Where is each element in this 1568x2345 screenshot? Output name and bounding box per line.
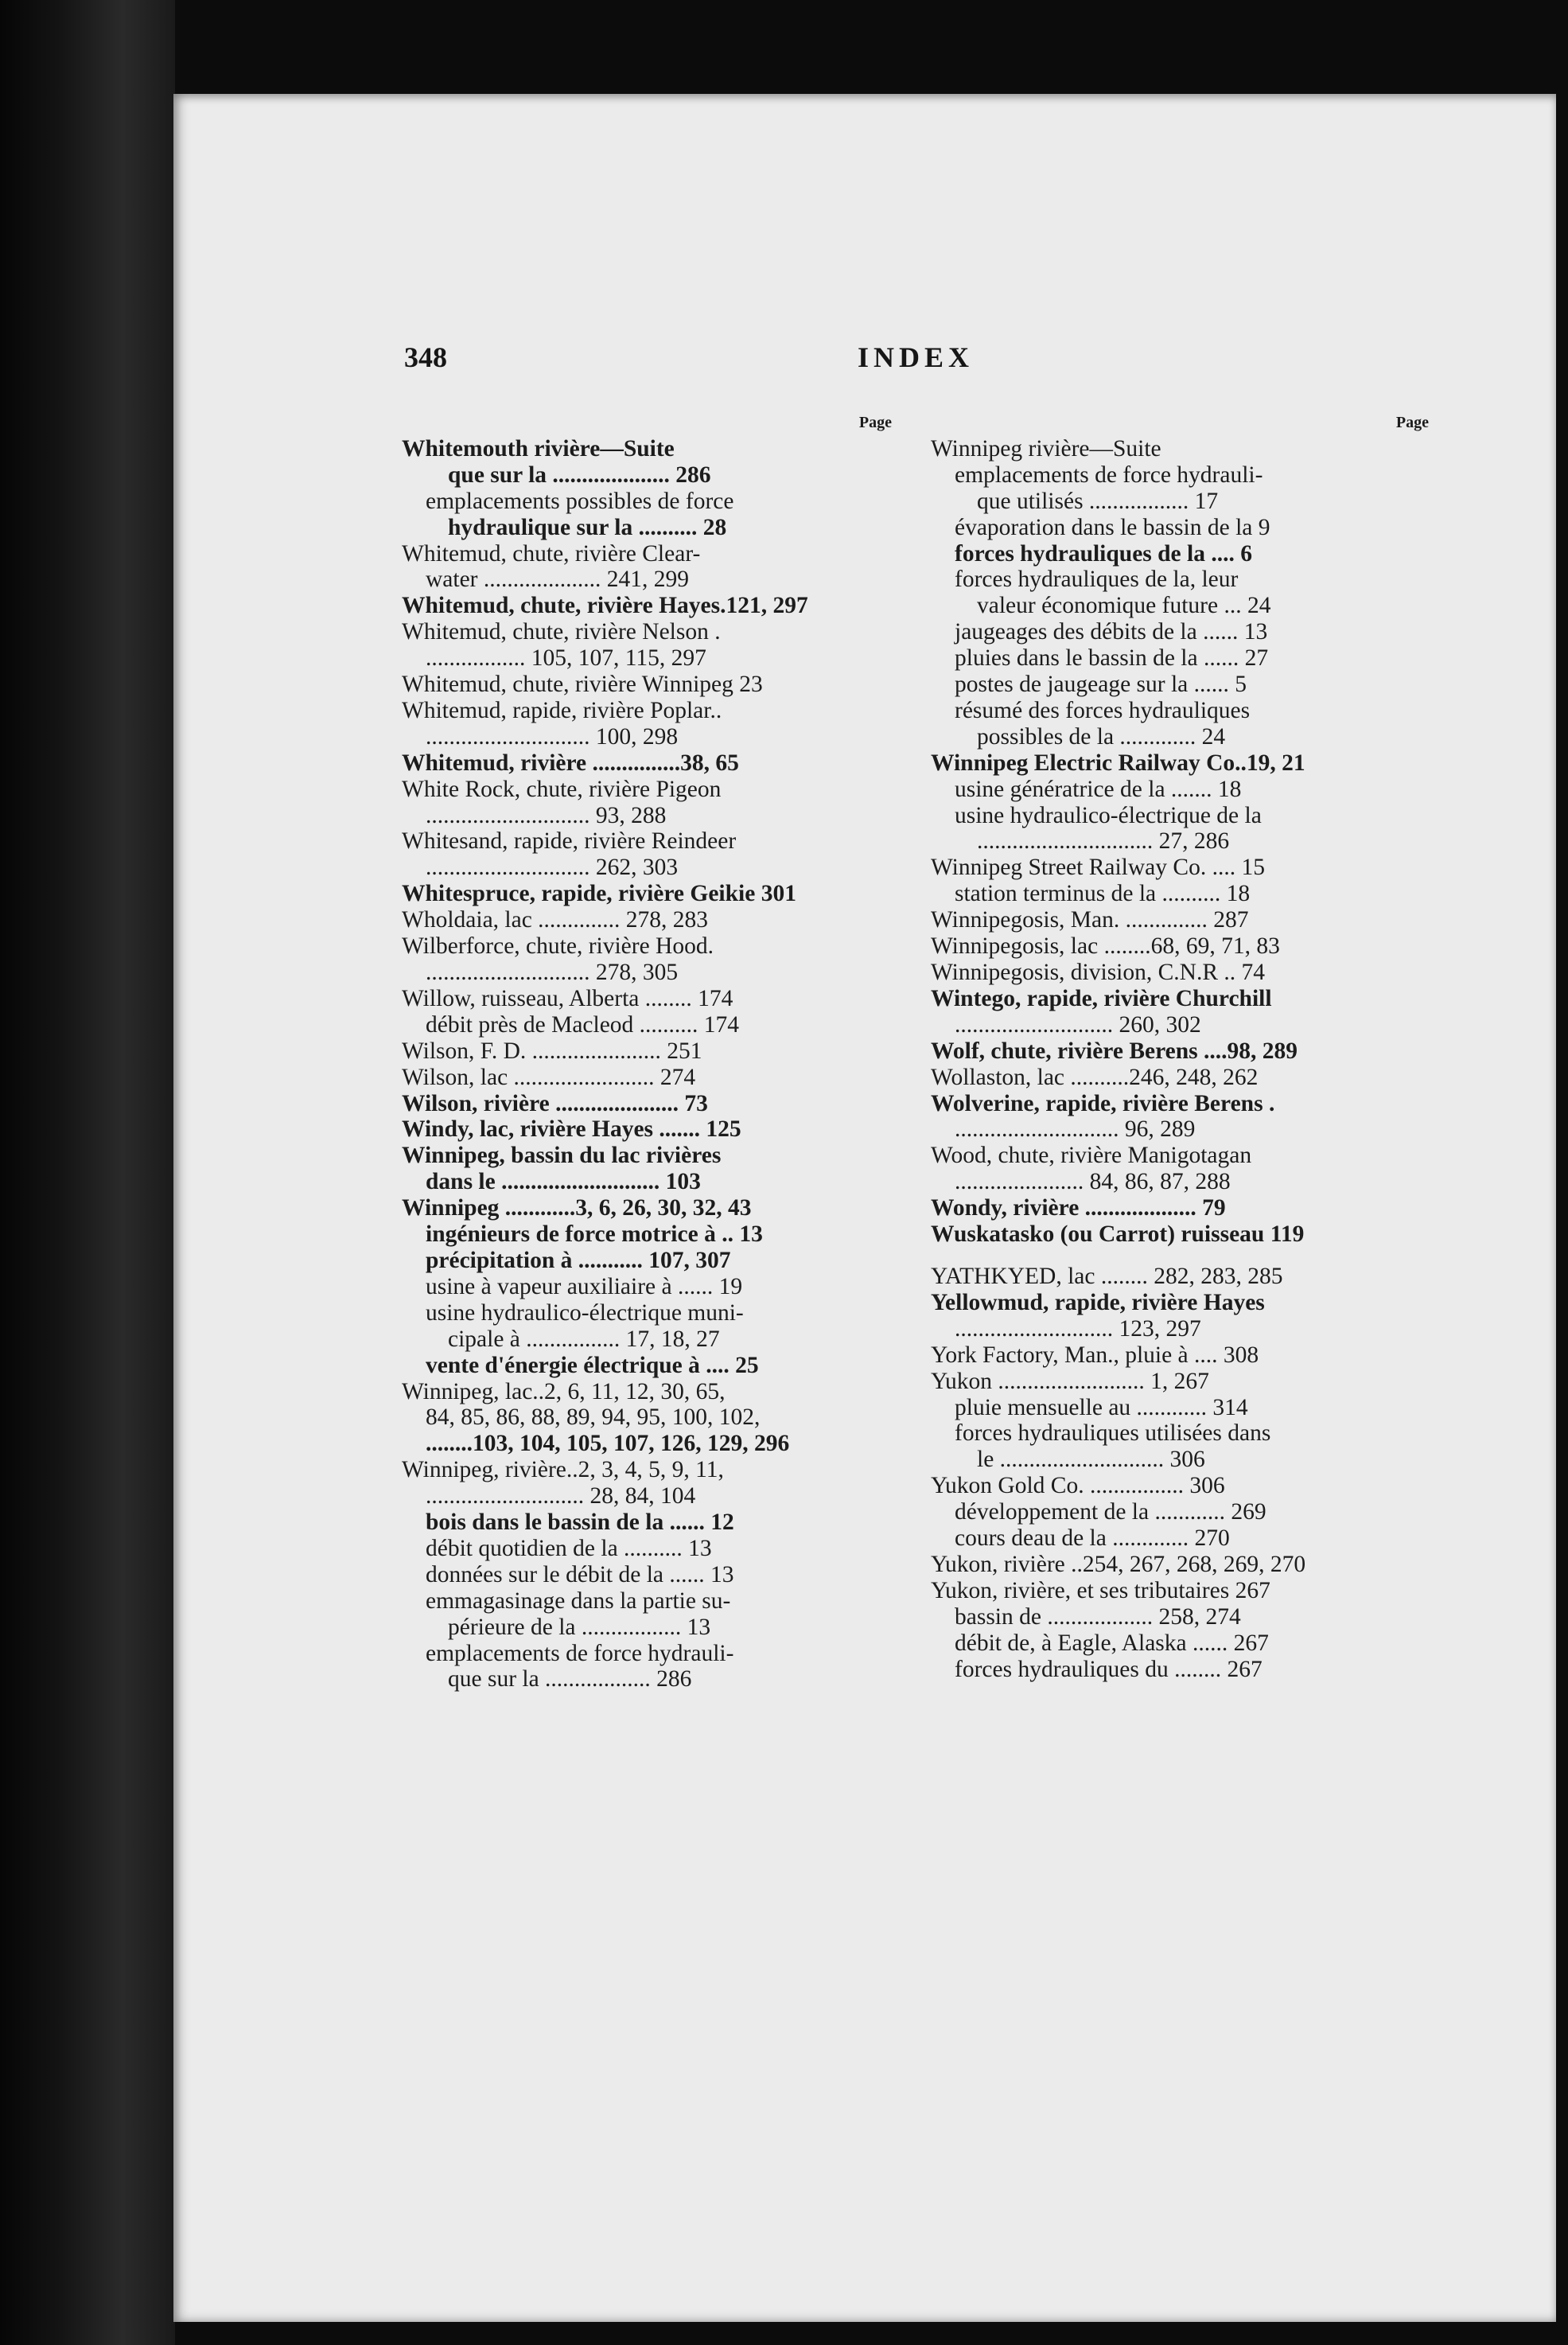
index-entry: Wilson, lac ........................ 274 xyxy=(402,1064,696,1090)
index-entry: ............................ 96, 289 xyxy=(955,1116,1196,1143)
index-entry: jaugeages des débits de la ...... 13 xyxy=(955,619,1268,645)
index-entry: Winnipeg rivière—Suite xyxy=(931,435,1161,462)
index-entry: ingénieurs de force motrice à .. 13 xyxy=(426,1221,763,1248)
index-entry: possibles de la ............. 24 xyxy=(977,723,1226,750)
index-entry: .............................. 27, 286 xyxy=(977,828,1230,855)
index-entry: Windy, lac, rivière Hayes ....... 125 xyxy=(402,1116,741,1143)
index-entry: Whitemud, rapide, rivière Poplar.. xyxy=(402,697,722,723)
page-header xyxy=(0,341,1568,380)
index-entry: usine à vapeur auxiliaire à ...... 19 xyxy=(426,1273,743,1299)
index-entry: périeure de la ................. 13 xyxy=(448,1614,711,1640)
index-entries-right xyxy=(931,436,1432,1683)
index-entry: usine hydraulico-électrique muni- xyxy=(426,1299,744,1326)
index-entry: ............................ 93, 288 xyxy=(426,802,667,828)
index-entry: Whitemouth rivière—Suite xyxy=(402,435,675,462)
index-entry: bassin de .................. 258, 274 xyxy=(955,1603,1241,1630)
index-column-left xyxy=(402,410,895,1693)
index-entry: Winnipeg ............3, 6, 26, 30, 32, 43 xyxy=(402,1195,752,1221)
index-entry: Winnipeg, rivière..2, 3, 4, 5, 9, 11, xyxy=(402,1457,724,1483)
index-entry: que utilisés ................. 17 xyxy=(977,488,1219,514)
index-entry: Wilson, rivière ..................... 73 xyxy=(402,1090,708,1116)
index-entry: débit quotidien de la .......... 13 xyxy=(426,1535,712,1561)
index-entry: Whitespruce, rapide, rivière Geikie 301 xyxy=(402,881,796,907)
index-entry: usine génératrice de la ....... 18 xyxy=(955,776,1242,802)
index-entry: Whitemud, chute, rivière Hayes.121, 297 xyxy=(402,593,808,619)
index-entry: emmagasinage dans la partie su- xyxy=(426,1587,731,1614)
index-entry: 84, 85, 86, 88, 89, 94, 95, 100, 102, xyxy=(426,1404,761,1431)
index-entry: débit de, à Eagle, Alaska ...... 267 xyxy=(955,1630,1269,1656)
index-entry: Willow, ruisseau, Alberta ........ 174 xyxy=(402,985,733,1011)
index-entry: Wondy, rivière ................... 79 xyxy=(931,1195,1226,1221)
index-entry: pluie mensuelle au ............ 314 xyxy=(955,1394,1248,1420)
index-entry: usine hydraulico-électrique de la xyxy=(955,802,1262,828)
index-column-right xyxy=(931,410,1432,1682)
index-entry: que sur la .................. 286 xyxy=(448,1666,692,1693)
index-entry: emplacements de force hydrauli- xyxy=(955,462,1263,488)
index-entry: évaporation dans le bassin de la 9 xyxy=(955,514,1270,540)
page-column-label: Page xyxy=(858,414,892,431)
index-entry: station terminus de la .......... 18 xyxy=(955,881,1251,907)
index-entry: forces hydrauliques de la, leur xyxy=(955,567,1239,593)
index-entry: Whitemud, chute, rivière Clear- xyxy=(402,540,701,567)
index-entry: ........................... 28, 84, 104 xyxy=(426,1483,696,1509)
index-entry: Whitesand, rapide, rivière Reindeer xyxy=(402,828,737,855)
index-entry: water .................... 241, 299 xyxy=(426,567,690,593)
index-entry: Wuskatasko (ou Carrot) ruisseau 119 xyxy=(931,1221,1305,1248)
index-entry: valeur économique future ... 24 xyxy=(977,593,1271,619)
index-entry: cipale à ................ 17, 18, 27 xyxy=(448,1326,720,1352)
index-entry: Yukon, rivière, et ses tributaires 267 xyxy=(931,1577,1270,1603)
index-entry: ........103, 104, 105, 107, 126, 129, 296 xyxy=(426,1431,790,1457)
index-entry: Whitemud, rivière ...............38, 65 xyxy=(402,750,739,776)
index-entry: forces hydrauliques du ........ 267 xyxy=(955,1656,1263,1682)
index-entry: ........................... 260, 302 xyxy=(955,1011,1201,1038)
index-entry: Winnipeg, bassin du lac rivières xyxy=(402,1143,722,1169)
index-entry: Whitemud, chute, rivière Nelson . xyxy=(402,619,721,645)
index-entry: Winnipeg Street Railway Co. .... 15 xyxy=(931,855,1265,881)
index-entry: Winnipegosis, division, C.N.R .. 74 xyxy=(931,960,1266,986)
index-entry: Yukon ......................... 1, 267 xyxy=(931,1368,1209,1394)
index-entry: Yellowmud, rapide, rivière Hayes xyxy=(931,1289,1265,1315)
index-entry: Winnipeg Electric Railway Co..19, 21 xyxy=(931,750,1305,776)
index-entry: emplacements possibles de force xyxy=(426,488,734,514)
index-entry: Wolverine, rapide, rivière Berens . xyxy=(931,1090,1275,1116)
index-entry: vente d'énergie électrique à .... 25 xyxy=(426,1352,759,1378)
index-entry: ................. 105, 107, 115, 297 xyxy=(426,645,706,672)
index-entry: ........................... 123, 297 xyxy=(955,1315,1201,1342)
index-entry: Wood, chute, rivière Manigotagan xyxy=(931,1143,1252,1169)
index-entry: Whitemud, chute, rivière Winnipeg 23 xyxy=(402,672,763,698)
index-entry: postes de jaugeage sur la ...... 5 xyxy=(955,672,1247,698)
index-entry: emplacements de force hydrauli- xyxy=(426,1640,734,1666)
index-entry: pluies dans le bassin de la ...... 27 xyxy=(955,645,1269,672)
page-column-label: Page xyxy=(1395,414,1429,431)
page-number: 348 xyxy=(404,341,447,373)
index-entry: Yukon, rivière ..254, 267, 268, 269, 270 xyxy=(931,1551,1306,1577)
index-entry: Wollaston, lac ..........246, 248, 262 xyxy=(931,1064,1259,1090)
index-entry: ............................ 100, 298 xyxy=(426,723,679,750)
index-entry: Winnipegosis, Man. .............. 287 xyxy=(931,907,1249,933)
index-entry: dans le ........................... 103 xyxy=(426,1169,701,1195)
index-entry: White Rock, chute, rivière Pigeon xyxy=(402,776,722,802)
index-entry: Yukon Gold Co. ................ 306 xyxy=(931,1473,1225,1499)
index-entry: ............................ 262, 303 xyxy=(426,855,679,881)
index-entry: Winnipeg, lac..2, 6, 11, 12, 30, 65, xyxy=(402,1378,726,1404)
index-entry: forces hydrauliques de la .... 6 xyxy=(955,540,1252,567)
index-entry: ...................... 84, 86, 87, 288 xyxy=(955,1169,1231,1195)
index-entries-left xyxy=(402,436,895,1693)
index-entry: Wolf, chute, rivière Berens ....98, 289 xyxy=(931,1038,1298,1064)
index-entry: données sur le débit de la ...... 13 xyxy=(426,1561,734,1587)
running-title: INDEX xyxy=(858,341,975,373)
index-entry: développement de la ............ 269 xyxy=(955,1499,1266,1525)
index-entry: forces hydrauliques utilisées dans xyxy=(955,1420,1271,1447)
index-entry: que sur la .................... 286 xyxy=(448,462,711,488)
index-entry: Wintego, rapide, rivière Churchill xyxy=(931,985,1272,1011)
index-entry: Wilberforce, chute, rivière Hood. xyxy=(402,933,714,960)
index-entry: débit près de Macleod .......... 174 xyxy=(426,1011,740,1038)
index-entry: ............................ 278, 305 xyxy=(426,960,679,986)
index-entry: le ............................ 306 xyxy=(977,1447,1205,1473)
index-entry: Winnipegosis, lac ........68, 69, 71, 83 xyxy=(931,933,1280,960)
index-entry: Wilson, F. D. ...................... 251 xyxy=(402,1038,702,1064)
index-entry: Wholdaia, lac .............. 278, 283 xyxy=(402,907,709,933)
index-entry: résumé des forces hydrauliques xyxy=(955,697,1251,723)
index-entry: cours deau de la ............. 270 xyxy=(955,1525,1230,1552)
index-entry: YATHKYED, lac ........ 282, 283, 285 xyxy=(931,1263,1283,1289)
index-entry: York Factory, Man., pluie à .... 308 xyxy=(931,1342,1259,1368)
index-entry: précipitation à ........... 107, 307 xyxy=(426,1247,731,1273)
index-entry: hydraulique sur la .......... 28 xyxy=(448,514,727,540)
index-entry: bois dans le bassin de la ...... 12 xyxy=(426,1509,734,1536)
